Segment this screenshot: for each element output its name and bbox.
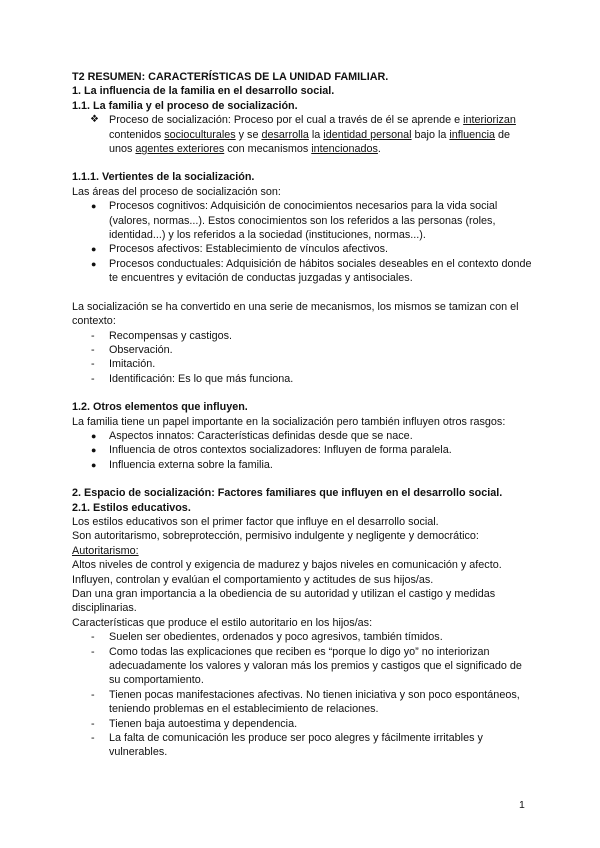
- dash-icon: -: [91, 732, 95, 745]
- document-page: [72, 70, 532, 760]
- list-item: - Imitación.: [91, 358, 156, 371]
- socialization-definition-list: [72, 113, 532, 156]
- list-item: ● Procesos conductuales: Adquisición de hábitos sociales deseables en el contexto donde te encuentres y evitación de conductas juzgadas y antisociales.: [91, 257, 532, 285]
- list-item: - Suelen ser obedientes, ordenados y poco agresivos, también tímidos.: [91, 631, 443, 644]
- heading-2-1: 2.1. Estilos educativos.: [72, 501, 191, 514]
- list-item: ❖ Proceso de socialización: Proceso por el cual a través de él se aprende e interiorizan contenidos socioculturales y se desarrolla la identidad personal bajo la influencia de unos agentes exteriores con mecanismos intencionados.: [90, 114, 516, 156]
- dash-icon: -: [91, 372, 95, 385]
- list-item: - Tienen baja autoestima y dependencia.: [91, 717, 298, 730]
- areas-list: [72, 199, 532, 285]
- dash-icon: -: [91, 343, 95, 356]
- list-item: - Recompensas y castigos.: [91, 329, 233, 342]
- heading-2: 2. Espacio de socialización: Factores familiares que influyen en el desarrollo social.: [72, 487, 503, 500]
- bullet-icon: ●: [91, 445, 97, 456]
- bullet-icon: ●: [91, 244, 97, 255]
- mechanisms-intro: La socialización se ha convertido en una serie de mecanismos, los mismos se tamizan con el contexto:: [72, 300, 519, 328]
- paragraph: Dan una gran importancia a la obediencia de su autoridad y utilizan el castigo y medidas disciplinarias.: [72, 588, 496, 615]
- bullet-icon: ●: [91, 258, 97, 269]
- others-list: [72, 429, 532, 472]
- dash-icon: -: [91, 631, 95, 644]
- paragraph: Los estilos educativos son el primer factor que influye en el desarrollo social.: [72, 515, 439, 528]
- areas-intro: Las áreas del proceso de socialización son:: [72, 185, 281, 198]
- list-item: ● Aspectos innatos: Características definidas desde que se nace.: [91, 429, 413, 442]
- list-item: ● Procesos cognitivos: Adquisición de conocimientos necesarios para la vida social (valores, normas...). Estos conocimientos son los referidos a las personas (roles, identidad...) y los referidos a la sociedad (instituciones, normas...).: [91, 200, 498, 242]
- mechanisms-list: [72, 329, 532, 387]
- paragraph: Son autoritarismo, sobreprotección, permisivo indulgente y negligente y democrático:: [72, 530, 479, 543]
- heading-1-1-1: 1.1.1. Vertientes de la socialización.: [72, 171, 255, 184]
- paragraph: Influyen, controlan y evalúan el comportamiento y actitudes de sus hijos/as.: [72, 573, 434, 586]
- list-item: - La falta de comunicación les produce ser poco alegres y fácilmente irritables y vulnerables.: [91, 732, 483, 759]
- dash-icon: -: [91, 688, 95, 701]
- paragraph: Altos niveles de control y exigencia de madurez y bajos niveles en comunicación y afecto.: [72, 559, 502, 572]
- list-item: - Identificación: Es lo que más funciona.: [91, 372, 294, 385]
- bullet-icon: ●: [91, 459, 97, 470]
- heading-1: 1. La influencia de la familia en el desarrollo social.: [72, 85, 335, 98]
- dash-icon: -: [91, 645, 95, 658]
- heading-1-2: 1.2. Otros elementos que influyen.: [72, 401, 248, 414]
- list-item: - Como todas las explicaciones que reciben es “porque lo digo yo” no interiorizan adecuadamente los valores y valoran más los premios y castigos que el significado de su comportamiento.: [91, 645, 522, 687]
- authoritarianism-label: Autoritarismo:: [72, 544, 139, 557]
- traits-list: [72, 630, 532, 760]
- heading-1-1: 1.1. La familia y el proceso de socialización.: [72, 99, 298, 112]
- page-number: 1: [519, 799, 525, 811]
- others-intro: La familia tiene un papel importante en la socialización pero también influyen otros rasgos:: [72, 415, 506, 428]
- list-item: ● Influencia de otros contextos socializadores: Influyen de forma paralela.: [91, 444, 452, 457]
- diamond-bullet-icon: ❖: [90, 114, 99, 126]
- list-item: - Observación.: [91, 343, 173, 356]
- bullet-icon: ●: [91, 201, 97, 212]
- list-item: ● Influencia externa sobre la familia.: [91, 458, 273, 471]
- list-item: - Tienen pocas manifestaciones afectivas. No tienen iniciativa y son poco espontáneos, teniendo problemas en el establecimiento de relaciones.: [91, 688, 520, 716]
- dash-icon: -: [91, 329, 95, 342]
- bullet-icon: ●: [91, 430, 97, 441]
- document-title: T2 RESUMEN: CARACTERÍSTICAS DE LA UNIDAD FAMILIAR.: [72, 71, 389, 83]
- list-item: ● Procesos afectivos: Establecimiento de vínculos afectivos.: [91, 243, 389, 256]
- dash-icon: -: [91, 717, 95, 730]
- dash-icon: -: [91, 358, 95, 371]
- paragraph: Características que produce el estilo autoritario en los hijos/as:: [72, 616, 373, 629]
